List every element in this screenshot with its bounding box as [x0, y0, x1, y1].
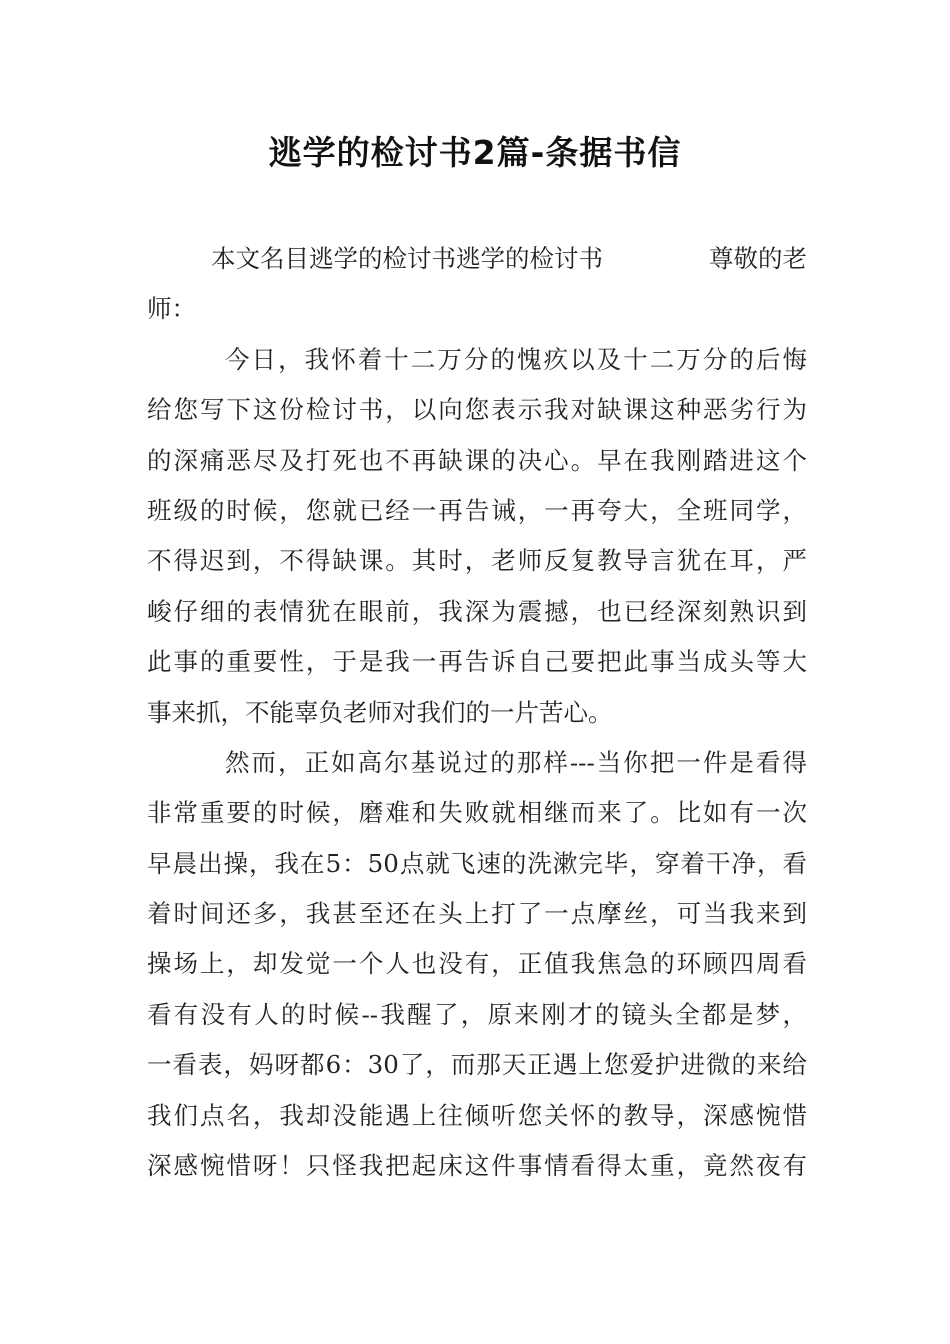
paragraph-line: 看有没有人的时候--我醒了，原来刚才的镜头全都是梦， — [147, 999, 807, 1029]
intro-text: 本文名目逃学的检讨书逃学的检讨书 — [211, 244, 603, 273]
page-title: 逃学的检讨书2篇-条据书信 — [268, 133, 682, 172]
paragraph-line: 的深痛恶尽及打死也不再缺课的决心。早在我刚踏进这个 — [147, 445, 807, 475]
paragraph-line: 深感惋惜呀！只怪我把起床这件事情看得太重，竟然夜有 — [147, 1151, 807, 1181]
paragraph-line: 峻仔细的表情犹在眼前，我深为震撼，也已经深刻熟识到 — [147, 596, 807, 626]
salutation-continuation: 师： — [147, 294, 196, 324]
paragraph-line: 给您写下这份检讨书，以向您表示我对缺课这种恶劣行为 — [147, 395, 807, 425]
paragraph-line: 一看表，妈呀都6：30了，而那天正遇上您爱护进微的来给 — [147, 1050, 807, 1080]
intro-line — [147, 234, 807, 284]
salutation-text: 尊敬的老 — [709, 244, 807, 273]
paragraph-line: 不得迟到，不得缺课。其时，老师反复教导言犹在耳，严 — [147, 546, 807, 576]
paragraph-line: 操场上，却发觉一个人也没有，正值我焦急的环顾四周看 — [147, 949, 807, 979]
paragraph-line: 事来抓，不能辜负老师对我们的一片苦心。 — [147, 697, 613, 727]
paragraph-line: 今日，我怀着十二万分的愧疚以及十二万分的后悔 — [225, 344, 807, 374]
paragraph-line: 此事的重要性，于是我一再告诉自己要把此事当成头等大 — [147, 647, 807, 677]
paragraph-line: 我们点名，我却没能遇上往倾听您关怀的教导，深感惋惜 — [147, 1100, 807, 1130]
paragraph-line: 非常重要的时候，磨难和失败就相继而来了。比如有一次 — [147, 798, 807, 828]
paragraph-line: 着时间还多，我甚至还在头上打了一点摩丝，可当我来到 — [147, 899, 807, 929]
paragraph-line: 班级的时候，您就已经一再告诫，一再夸大，全班同学， — [147, 495, 807, 525]
paragraph-line: 早晨出操，我在5：50点就飞速的洗漱完毕，穿着干净，看 — [147, 848, 807, 878]
paragraph-line: 然而，正如高尔基说过的那样---当你把一件是看得 — [225, 747, 807, 777]
document-body — [147, 234, 807, 1191]
